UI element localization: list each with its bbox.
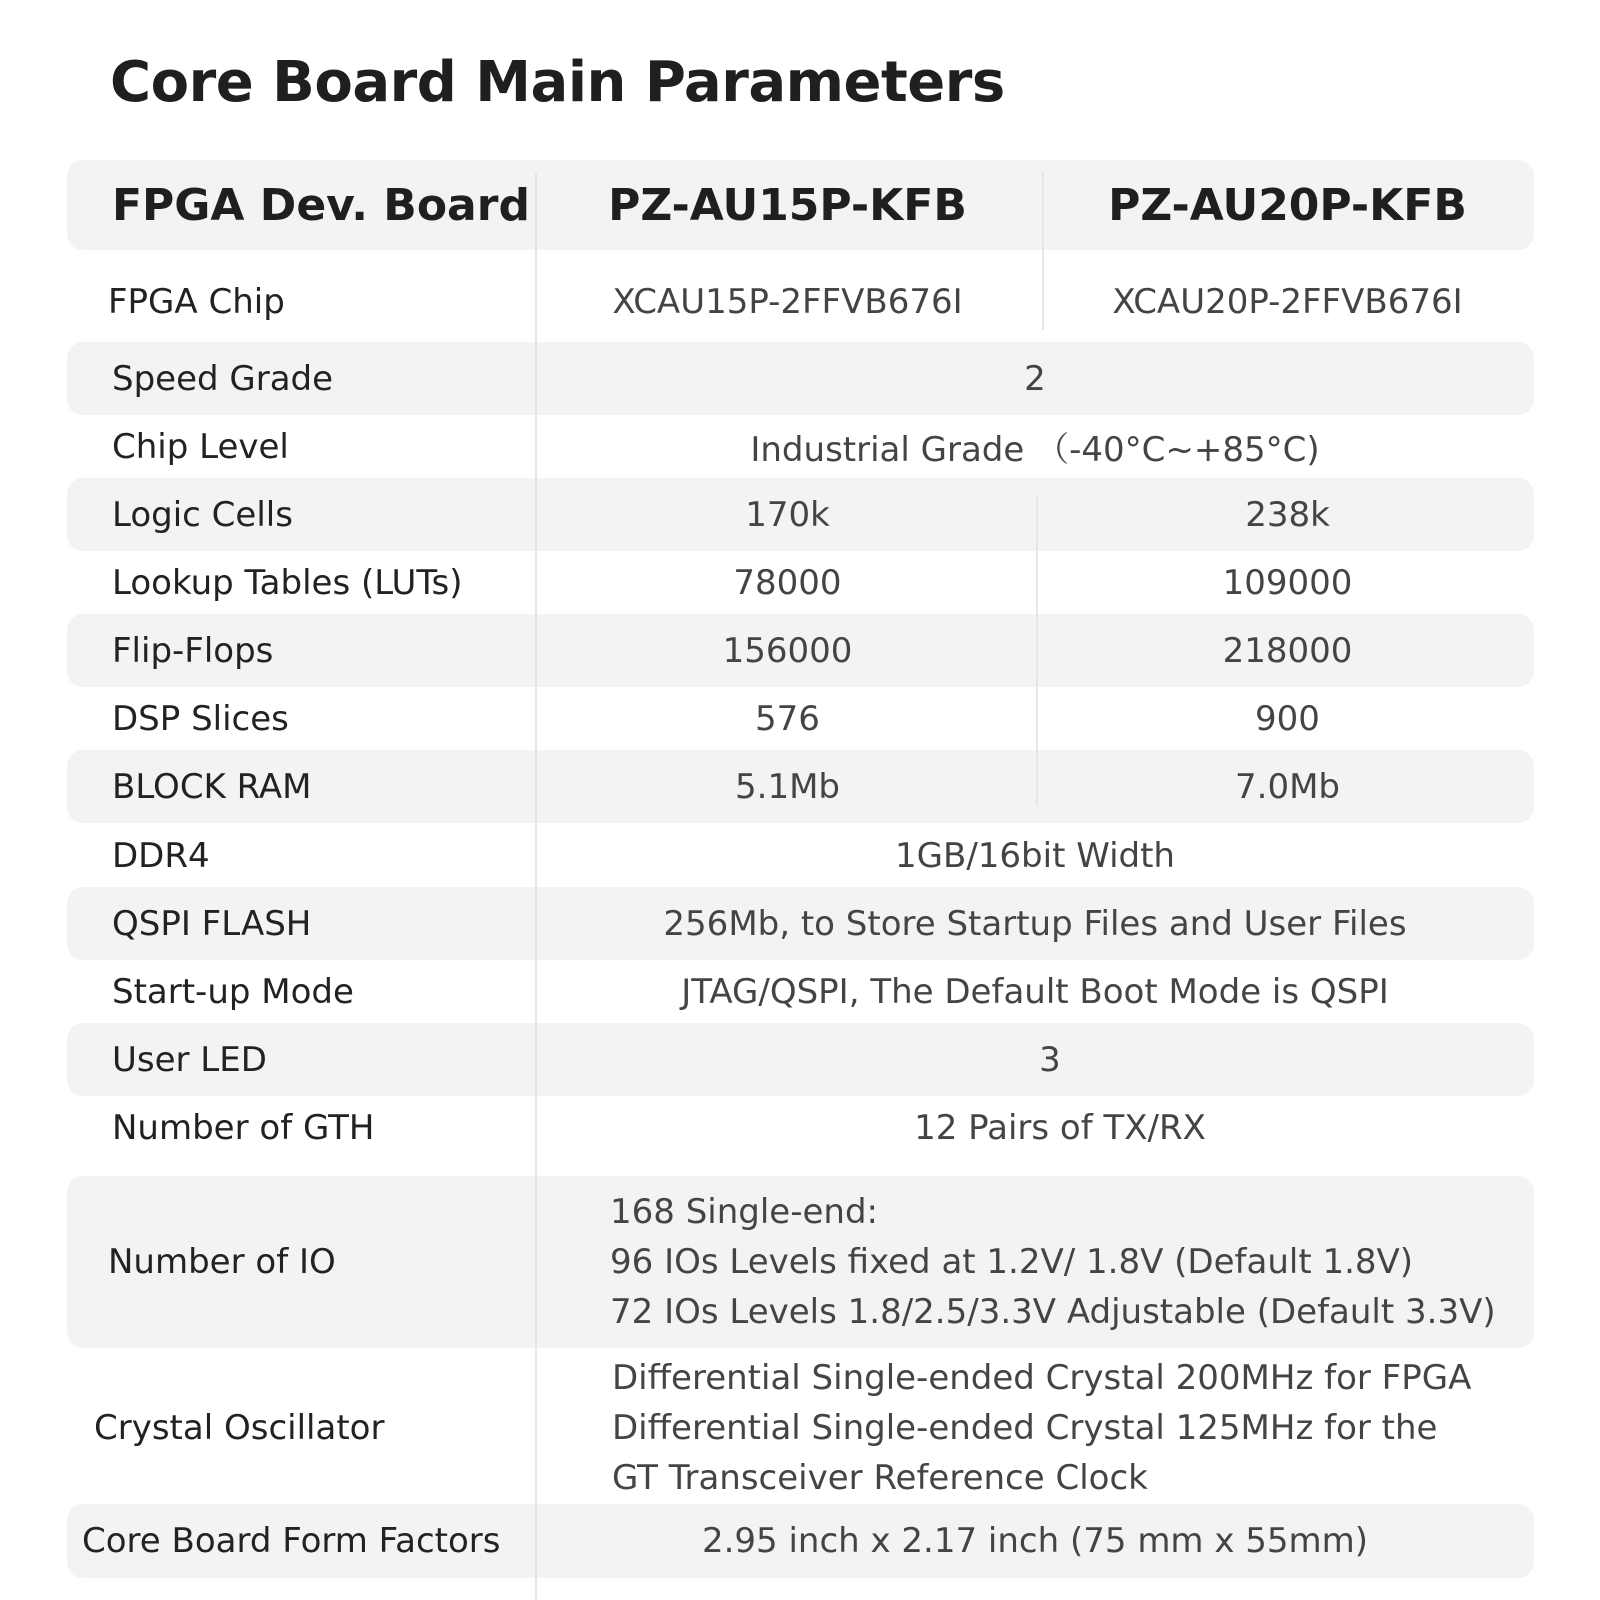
ddr4-value: 1GB/16bit Width (895, 835, 1175, 876)
header-col-au20p: PZ-AU20P-KFB (1108, 179, 1467, 231)
startup-mode-value: JTAG/QSPI, The Default Boot Mode is QSPI (681, 971, 1389, 1012)
io-line: 72 IOs Levels 1.8/2.5/3.3V Adjustable (Default 3.3V) (610, 1292, 1496, 1332)
row-label-luts: Lookup Tables (LUTs) (112, 562, 463, 603)
luts-au15p: 78000 (733, 562, 842, 603)
row-label-flip-flops: Flip-Flops (112, 630, 274, 671)
row-label-chip-level: Chip Level (112, 426, 289, 467)
row-label-io: Number of IO (108, 1242, 336, 1282)
row-label-speed-grade: Speed Grade (112, 358, 334, 399)
header-col-au15p: PZ-AU15P-KFB (608, 179, 967, 231)
io-value (610, 1176, 1540, 1348)
user-led-value: 3 (1039, 1039, 1061, 1080)
speed-grade-value: 2 (1024, 358, 1046, 399)
row-label-ddr4: DDR4 (112, 835, 210, 876)
luts-au20p: 109000 (1222, 562, 1353, 603)
form-factor-value: 2.95 inch x 2.17 inch (75 mm x 55mm) (701, 1521, 1369, 1561)
crystal-line: Differential Single-ended Crystal 125MHz for the (612, 1407, 1438, 1448)
block-ram-au20p: 7.0Mb (1235, 766, 1340, 807)
fpga-chip-au15p: XCAU15P-2FFVB676I (612, 281, 963, 322)
crystal-line: Differential Single-ended Crystal 200MHz for FPGA (612, 1357, 1472, 1398)
gth-value: 12 Pairs of TX/RX (914, 1107, 1206, 1148)
crystal-line: GT Transceiver Reference Clock (612, 1457, 1148, 1498)
dsp-slices-au15p: 576 (755, 698, 820, 739)
row-label-startup-mode: Start-up Mode (112, 971, 354, 1012)
row-label-fpga-chip: FPGA Chip (108, 281, 285, 322)
fpga-chip-au20p: XCAU20P-2FFVB676I (1112, 281, 1463, 322)
header-label: FPGA Dev. Board (112, 179, 530, 231)
block-ram-au15p: 5.1Mb (735, 766, 840, 807)
qspi-flash-value: 256Mb, to Store Startup Files and User Files (663, 903, 1407, 944)
row-label-user-led: User LED (112, 1039, 267, 1080)
row-label-logic-cells: Logic Cells (112, 494, 293, 535)
row-label-crystal: Crystal Oscillator (94, 1407, 385, 1448)
flip-flops-au15p: 156000 (722, 630, 853, 671)
dsp-slices-au20p: 900 (1255, 698, 1320, 739)
row-label-form-factor: Core Board Form Factors (82, 1521, 501, 1561)
io-line: 168 Single-end: (610, 1192, 878, 1232)
flip-flops-au20p: 218000 (1222, 630, 1353, 671)
row-label-block-ram: BLOCK RAM (112, 766, 312, 807)
logic-cells-au15p: 170k (745, 494, 830, 535)
io-line: 96 IOs Levels fixed at 1.2V/ 1.8V (Default 1.8V) (610, 1242, 1414, 1282)
page-title: Core Board Main Parameters (110, 50, 1005, 115)
logic-cells-au20p: 238k (1245, 494, 1330, 535)
row-label-gth: Number of GTH (112, 1107, 375, 1148)
crystal-value (612, 1350, 1542, 1505)
row-label-dsp-slices: DSP Slices (112, 698, 289, 739)
row-label-qspi-flash: QSPI FLASH (112, 903, 312, 944)
chip-level-value: Industrial Grade （-40°C~+85°C) (750, 430, 1320, 470)
